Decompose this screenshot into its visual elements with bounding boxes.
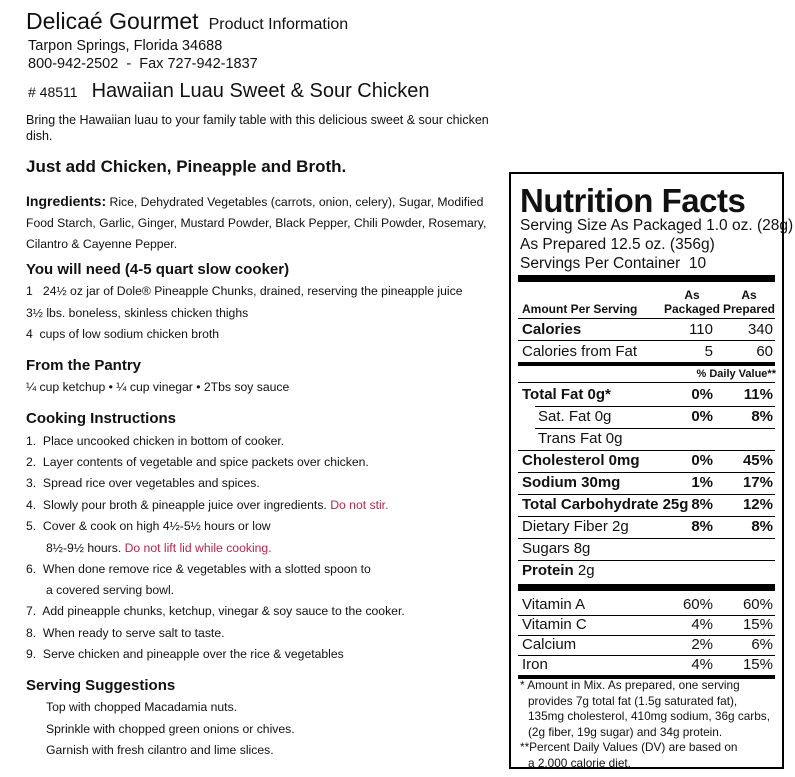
divider <box>518 382 775 383</box>
product-title <box>28 80 430 103</box>
serving-item-onions: Sprinkle with chopped green onions or chives. <box>46 722 295 736</box>
cholesterol-label: Cholesterol 0mg <box>522 452 640 469</box>
instruction-step-4-text: 4. Slowly pour broth & pineapple juice over ingredients. <box>26 498 327 512</box>
calcium-prepared: 6% <box>751 636 773 653</box>
brand-header <box>26 8 348 35</box>
sodium-label: Sodium 30mg <box>522 474 621 491</box>
instruction-step-5b-text: 8½-9½ hours. <box>46 541 122 555</box>
calories-prepared: 340 <box>747 321 773 338</box>
trans-fat-label: Trans Fat 0g <box>538 430 623 447</box>
protein-label: Protein <box>522 562 574 579</box>
instruction-step-1: 1. Place uncooked chicken in bottom of cooker. <box>26 434 285 448</box>
divider <box>535 428 775 429</box>
pantry-text: ¼ cup ketchup • ¼ cup vinegar • 2Tbs soy sauce <box>26 380 290 394</box>
product-number: # 48511 <box>28 84 78 100</box>
sodium-packaged: 1% <box>691 474 713 491</box>
calories-fat-prepared: 60 <box>756 343 773 360</box>
divider <box>518 538 775 539</box>
col-as-packaged: As Packaged <box>663 288 721 316</box>
total-carb-packaged: 8% <box>691 496 713 513</box>
calories-fat-packaged: 5 <box>704 343 713 360</box>
serving-info <box>520 216 793 273</box>
divider <box>518 450 775 451</box>
servings-per-container: Servings Per Container 10 <box>520 255 707 272</box>
instruction-step-5-note: Do not lift lid while cooking. <box>124 541 272 555</box>
fiber-packaged: 8% <box>691 518 713 535</box>
footnote-1d: (2g fiber, 19g sugar) and 34g protein. <box>528 724 723 739</box>
vitamin-a-packaged: 60% <box>682 596 713 613</box>
instruction-step-3: 3. Spread rice over vegetables and spices. <box>26 476 260 490</box>
total-fat-label: Total Fat 0g* <box>522 386 611 403</box>
divider <box>518 472 775 473</box>
serving-item-nuts: Top with chopped Macadamia nuts. <box>46 700 238 714</box>
instruction-step-4-note: Do not stir. <box>330 498 389 512</box>
divider <box>518 318 775 319</box>
instruction-step-8: 8. When ready to serve salt to taste. <box>26 626 225 640</box>
need-item-pineapple: 1 24½ oz jar of Dole® Pineapple Chunks, drained, reserving the pineapple juice <box>26 284 463 298</box>
nutrition-facts-panel <box>509 172 794 770</box>
need-item-chicken: 3½ lbs. boneless, skinless chicken thighs <box>26 306 249 320</box>
instruction-step-7: 7. Add pineapple chunks, ketchup, vinegar & soy sauce to the cooker. <box>26 604 405 618</box>
pantry-heading: From the Pantry <box>26 357 142 374</box>
calories-packaged: 110 <box>689 321 713 338</box>
divider <box>518 340 775 341</box>
sodium-prepared: 17% <box>742 474 773 491</box>
ingredients-block <box>26 191 496 255</box>
divider <box>518 655 775 656</box>
sat-fat-label: Sat. Fat 0g <box>538 408 612 425</box>
divider <box>518 516 775 517</box>
vitamin-c-prepared: 15% <box>742 616 773 633</box>
divider <box>518 362 775 366</box>
footnote-1c: 135mg cholesterol, 410mg sodium, 36g carbs, <box>528 709 770 724</box>
total-fat-prepared: 11% <box>743 386 773 403</box>
as-prepared: As Prepared 12.5 oz. (356g) <box>520 236 715 253</box>
product-intro: Bring the Hawaiian luau to your family table with this delicious sweet & sour chicken dish. <box>26 113 489 143</box>
brand-name: Delicaé Gourmet <box>26 8 199 34</box>
calcium-packaged: 2% <box>691 636 713 653</box>
vitamin-a-prepared: 60% <box>742 596 773 613</box>
total-fat-packaged: 0% <box>691 386 713 403</box>
sat-fat-packaged: 0% <box>691 408 713 425</box>
total-carb-prepared: 12% <box>742 496 773 513</box>
serving-size: Serving Size As Packaged 1.0 oz. (28g) <box>520 217 794 234</box>
divider <box>518 584 775 591</box>
divider <box>518 560 775 561</box>
calories-label: Calories <box>522 321 582 338</box>
divider <box>518 494 775 495</box>
iron-packaged: 4% <box>691 656 713 673</box>
iron-label: Iron <box>522 656 548 673</box>
thick-divider <box>518 275 775 282</box>
vitamin-a-label: Vitamin A <box>522 596 586 613</box>
instruction-step-4 <box>26 498 388 512</box>
footnote-2b: a 2,000 calorie diet. <box>528 755 631 770</box>
instruction-step-6a: 6. When done remove rice & vegetables with a slotted spoon to <box>26 562 371 576</box>
col-as-prepared: As Prepared <box>722 288 776 316</box>
footnote-1a: * Amount in Mix. As prepared, one serving <box>520 678 740 692</box>
cholesterol-packaged: 0% <box>691 452 713 469</box>
serving-heading: Serving Suggestions <box>26 677 176 694</box>
just-add-heading: Just add Chicken, Pineapple and Broth. <box>26 157 347 176</box>
instruction-step-6b: a covered serving bowl. <box>46 583 175 597</box>
vitamin-c-packaged: 4% <box>691 616 713 633</box>
fiber-prepared: 8% <box>751 518 773 535</box>
serving-item-garnish: Garnish with fresh cilantro and lime slices. <box>46 743 274 757</box>
instructions-heading: Cooking Instructions <box>26 410 176 427</box>
calories-fat-label: Calories from Fat <box>522 343 638 360</box>
instruction-step-9: 9. Serve chicken and pineapple over the rice & vegetables <box>26 647 344 661</box>
footnote-1b: provides 7g total fat (1.5g saturated fat), <box>528 693 738 708</box>
iron-prepared: 15% <box>742 656 773 673</box>
brand-subtitle: Product Information <box>208 16 349 33</box>
protein-amount: 2g <box>573 562 595 579</box>
need-item-broth: 4 cups of low sodium chicken broth <box>26 327 220 341</box>
sugars-label: Sugars 8g <box>522 540 591 557</box>
footnote-2a: **Percent Daily Values (DV) are based on <box>520 740 738 755</box>
nutrition-title: Nutrition Facts <box>520 182 746 219</box>
vitamin-c-label: Vitamin C <box>522 616 587 633</box>
divider <box>535 406 775 407</box>
amount-per-serving: Amount Per Serving <box>522 302 638 316</box>
calcium-label: Calcium <box>522 636 577 653</box>
total-carb-label: Total Carbohydrate 25g <box>522 496 689 513</box>
product-name: Hawaiian Luau Sweet & Sour Chicken <box>91 80 430 102</box>
contact-address <box>28 38 258 73</box>
instruction-step-5b <box>46 541 272 555</box>
daily-value-header: % Daily Value** <box>696 368 776 380</box>
instruction-step-2: 2. Layer contents of vegetable and spice packets over chicken. <box>26 455 369 469</box>
address-phone: 800-942-2502 - Fax 727-942-1837 <box>28 55 258 72</box>
ingredients-label: Ingredients: <box>26 193 107 209</box>
address-city: Tarpon Springs, Florida 34688 <box>28 38 223 54</box>
ingredients-text: Rice, Dehydrated Vegetables (carrots, onion, celery), Sugar, Modified Food Starch, Garlic, Ginger, Mustard Powder, Black Pepper, Chili Powder, Rosemary, Cilantro & Cayenne Pepper. <box>26 195 487 251</box>
sat-fat-prepared: 8% <box>751 408 773 425</box>
you-will-need-heading: You will need (4-5 quart slow cooker) <box>26 261 290 278</box>
nutrition-footnotes <box>520 678 778 772</box>
fiber-label: Dietary Fiber 2g <box>522 518 629 535</box>
cholesterol-prepared: 45% <box>742 452 773 469</box>
instruction-step-5a: 5. Cover & cook on high 4½-5½ hours or low <box>26 519 271 533</box>
